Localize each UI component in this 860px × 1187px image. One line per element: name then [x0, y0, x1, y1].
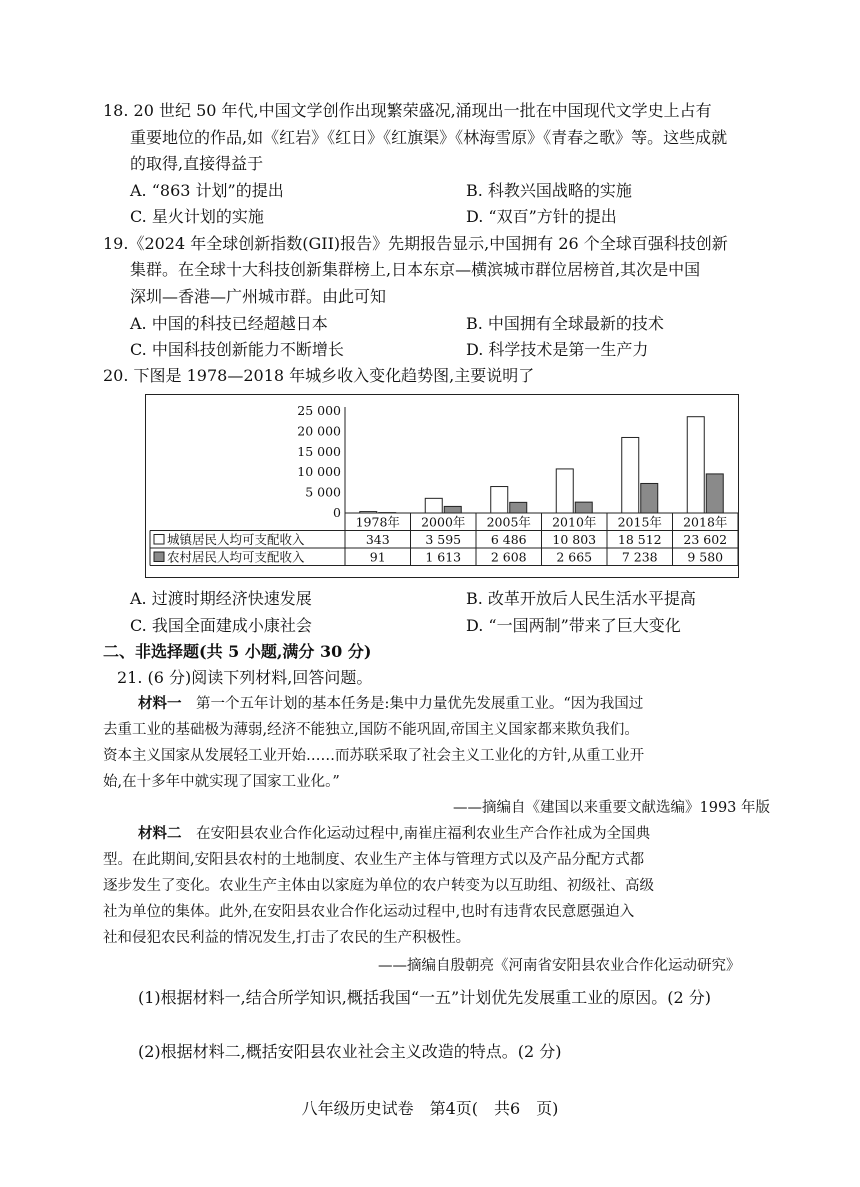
y-tick-label: 25 000: [297, 403, 341, 418]
material2-line4: 社为单位的集体。此外,在安阳县农业合作化运动过程中,也时有违背农民意愿强迫入: [103, 904, 635, 920]
material1-source: ——摘编自《建国以来重要文献选编》1993 年版: [453, 800, 771, 816]
q20-option-d: D. “一国两制”带来了巨大变化: [466, 616, 681, 635]
q18-line3: 的取得,直接得益于: [130, 154, 264, 173]
data-value-label: 1 613: [425, 549, 462, 565]
q19-line3: 深圳—香港—广州城市群。由此可知: [130, 287, 387, 306]
urban-bar: [491, 487, 508, 513]
material1-line2: 去重工业的基础极为薄弱,经济不能独立,国防不能巩固,帝国主义国家都来欺负我们。: [103, 722, 639, 738]
material2-line3: 逐步发生了变化。农业生产主体由以家庭为单位的农户转变为以互助组、初级社、高级: [103, 878, 654, 894]
urban-bar: [425, 498, 442, 513]
y-tick-label: 0: [333, 505, 341, 520]
x-category-label: 1978年: [355, 514, 400, 530]
q19-line2: 集群。在全球十大科技创新集群榜上,日本东京—横滨城市群位居榜首,其次是中国: [130, 260, 701, 279]
data-value-label: 2 665: [556, 549, 593, 565]
rural-bar: [641, 483, 658, 513]
q18-option-b: B. 科教兴国战略的实施: [466, 181, 632, 200]
rural-bar: [706, 474, 723, 513]
page-footer: 八年级历史试卷 第4页( 共6 页): [301, 1099, 559, 1118]
data-value-label: 7 238: [621, 549, 658, 565]
material2-line2: 型。在此期间,安阳县农村的土地制度、农业生产主体与管理方式以及产品分配方式都: [103, 852, 645, 868]
q20-option-c: C. 我国全面建成小康社会: [130, 616, 312, 635]
y-tick-label: 10 000: [297, 464, 341, 480]
q18-option-d: D. “双百”方针的提出: [466, 207, 617, 226]
data-value-label: 343: [365, 532, 390, 547]
x-category-label: 2015年: [617, 514, 662, 530]
q20-line1: 20. 下图是 1978—2018 年城乡收入变化趋势图,主要说明了: [103, 366, 535, 385]
x-category-label: 2018年: [683, 514, 728, 530]
urban-bar: [622, 437, 639, 513]
rural-bar: [575, 502, 592, 513]
legend-label-urban: 城镇居民人均可支配收入: [167, 532, 305, 547]
y-tick-label: 5 000: [305, 484, 341, 500]
urban-bar: [556, 469, 573, 513]
material2-label: 材料二: [138, 825, 182, 842]
q21-stem: 21. (6 分)阅读下列材料,回答问题。: [117, 668, 373, 687]
q21-part2: (2)根据材料二,概括安阳县农业社会主义改造的特点。(2 分): [138, 1042, 562, 1061]
y-tick-label: 20 000: [297, 423, 341, 439]
legend-label-rural: 农村居民人均可支配收入: [167, 549, 305, 565]
material1-line3: 资本主义国家从发展轻工业开始……而苏联采取了社会主义工业化的方针,从重工业开: [103, 748, 645, 764]
material2-line1: [138, 824, 650, 844]
data-value-label: 3 595: [425, 532, 462, 547]
q19-option-c: C. 中国科技创新能力不断增长: [130, 340, 344, 359]
section2-heading: 二、非选择题(共 5 小题,满分 30 分): [103, 642, 372, 661]
y-tick-label: 15 000: [297, 443, 341, 459]
material2-text1: 在安阳县农业合作化运动过程中,南崔庄福利农业生产合作社成为全国典: [196, 826, 651, 842]
q19-option-d: D. 科学技术是第一生产力: [466, 340, 649, 359]
x-category-label: 2000年: [421, 514, 466, 530]
q19-line1: 19.《2024 年全球创新指数(GII)报告》先期报告显示,中国拥有 26 个全球百强科技创新: [103, 234, 728, 253]
q21-part1: (1)根据材料一,结合所学知识,概括我国“一五”计划优先发展重工业的原因。(2 分): [138, 988, 711, 1007]
q18-line2: 重要地位的作品,如《红岩》《红日》《红旗渠》《林海雪原》《青春之歌》等。这些成就: [130, 128, 728, 147]
q20-option-b: B. 改革开放后人民生活水平提高: [466, 589, 696, 608]
data-value-label: 10 803: [552, 532, 597, 547]
q19-option-b: B. 中国拥有全球最新的技术: [466, 314, 664, 333]
material1-label: 材料一: [138, 695, 182, 712]
legend-swatch-urban: [154, 535, 164, 545]
q19-option-a: A. 中国的科技已经超越日本: [130, 314, 328, 333]
q18-line1: 18. 20 世纪 50 年代,中国文学创作出现繁荣盛况,涌现出一批在中国现代文学史上占有: [103, 101, 712, 120]
material1-line1: [138, 694, 643, 714]
x-category-label: 2005年: [486, 514, 531, 530]
q20-option-a: A. 过渡时期经济快速发展: [130, 589, 312, 608]
material1-line4: 始,在十多年中就实现了国家工业化。”: [103, 774, 340, 790]
x-category-label: 2010年: [552, 514, 597, 530]
data-value-label: 2 608: [490, 549, 527, 565]
income-bar-chart: [145, 394, 739, 578]
legend-swatch-rural: [154, 552, 164, 562]
data-value-label: 9 580: [687, 549, 724, 565]
data-value-label: 23 602: [683, 532, 728, 547]
material1-text1: 第一个五年计划的基本任务是:集中力量优先发展重工业。“因为我国过: [196, 696, 644, 712]
q18-option-a: A. “863 计划”的提出: [130, 181, 284, 200]
data-value-label: 18 512: [617, 532, 662, 547]
material2-line5: 社和侵犯农民利益的情况发生,打击了农民的生产积极性。: [103, 930, 471, 946]
urban-bar: [687, 417, 704, 513]
material2-source: ——摘编自殷朝亮《河南省安阳县农业合作化运动研究》: [378, 958, 741, 974]
data-value-label: 6 486: [490, 532, 527, 547]
data-value-label: 91: [369, 549, 386, 565]
rural-bar: [444, 506, 461, 513]
rural-bar: [510, 502, 527, 513]
q18-option-c: C. 星火计划的实施: [130, 207, 264, 226]
